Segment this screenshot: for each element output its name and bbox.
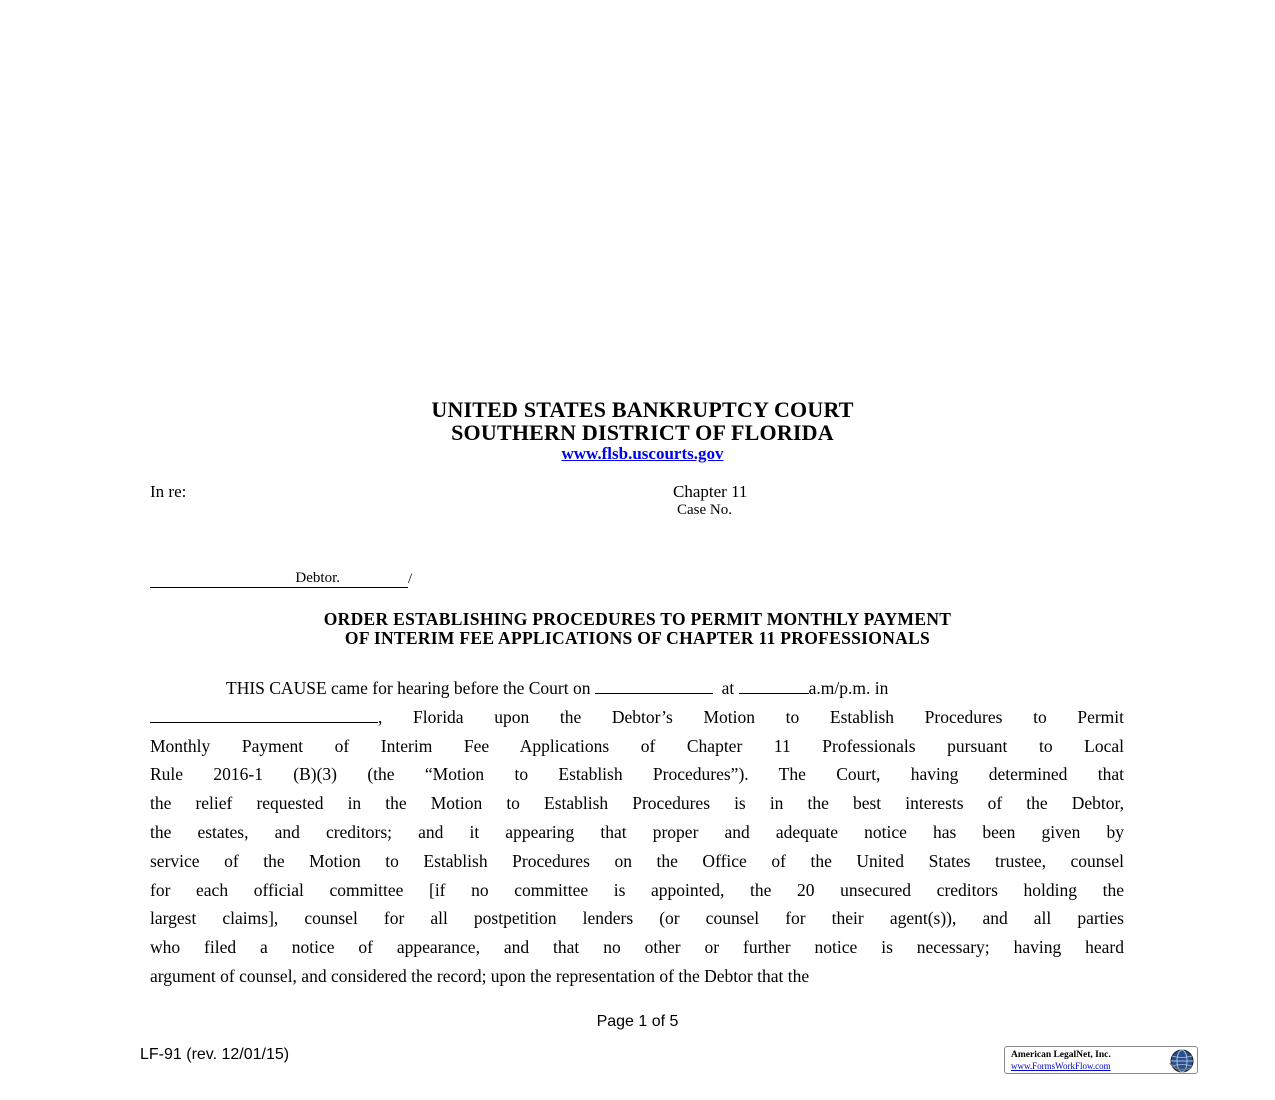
globe-logo-icon bbox=[1169, 1048, 1195, 1074]
hearing-time-blank[interactable] bbox=[739, 677, 809, 694]
body-line-2 bbox=[150, 703, 1124, 732]
body-line-2-text: , Florida upon the Debtor’s Motion to Establish Procedures to Permit bbox=[378, 706, 1124, 727]
order-title-line1: ORDER ESTABLISHING PROCEDURES TO PERMIT MONTHLY PAYMENT bbox=[323, 609, 952, 629]
body-line-10: who filed a notice of appearance, and that no other or further notice is necessary; having heard bbox=[150, 937, 1124, 958]
debtor-line bbox=[150, 570, 412, 588]
badge-company-name: American LegalNet, Inc. bbox=[1011, 1050, 1111, 1060]
body-line-8: for each official committee [if no committee is appointed, the 20 unsecured creditors holding the bbox=[150, 879, 1124, 900]
chapter-label: Chapter 11 bbox=[673, 482, 748, 501]
legalnet-badge[interactable] bbox=[1004, 1046, 1198, 1074]
in-re-label: In re: bbox=[150, 482, 187, 501]
court-header bbox=[0, 398, 1275, 464]
debtor-slash: / bbox=[408, 571, 413, 587]
hearing-location-blank[interactable] bbox=[150, 706, 378, 723]
court-website-link[interactable]: www.flsb.uscourts.gov bbox=[561, 444, 724, 463]
body-line-6: the estates, and creditors; and it appearing that proper and adequate notice has been given by bbox=[150, 821, 1124, 842]
debtor-blank-2[interactable] bbox=[340, 570, 408, 588]
body-line-1b: at bbox=[721, 678, 735, 698]
body-line-3: Monthly Payment of Interim Fee Applications of Chapter 11 Professionals pursuant to Local bbox=[150, 735, 1124, 756]
debtor-label: Debtor. bbox=[295, 570, 340, 586]
page-number: Page 1 of 5 bbox=[596, 1013, 679, 1030]
body-line-5: the relief requested in the Motion to Establish Procedures is in the best interests of the Debtor, bbox=[150, 793, 1124, 814]
court-name-line2: SOUTHERN DISTRICT OF FLORIDA bbox=[451, 420, 834, 445]
badge-website[interactable]: www.FormsWorkFlow.com bbox=[1011, 1061, 1111, 1071]
form-id: LF-91 (rev. 12/01/15) bbox=[140, 1046, 290, 1063]
order-title bbox=[150, 610, 1125, 648]
body-line-1c: a.m/p.m. in bbox=[808, 678, 889, 698]
hearing-date-blank[interactable] bbox=[595, 677, 713, 694]
body-line-1a: THIS CAUSE came for hearing before the Court on bbox=[226, 678, 591, 698]
debtor-name-blank[interactable] bbox=[150, 570, 340, 588]
body-line-9: largest claims], counsel for all postpetition lenders (or counsel for their agent(s)), and all parties bbox=[150, 908, 1124, 929]
case-no-label: Case No. bbox=[677, 502, 732, 518]
body-line-7: service of the Motion to Establish Procedures on the Office of the United States trustee, counsel bbox=[150, 850, 1124, 871]
court-name-line1: UNITED STATES BANKRUPTCY COURT bbox=[431, 397, 854, 422]
order-title-line2: OF INTERIM FEE APPLICATIONS OF CHAPTER 11 PROFESSIONALS bbox=[344, 628, 931, 648]
body-line-1 bbox=[150, 674, 1124, 703]
order-body bbox=[150, 674, 1124, 991]
body-line-11: argument of counsel, and considered the record; upon the representation of the Debtor that the bbox=[150, 965, 810, 986]
body-line-4: Rule 2016-1 (B)(3) (the “Motion to Establish Procedures”). The Court, having determined that bbox=[150, 764, 1124, 785]
